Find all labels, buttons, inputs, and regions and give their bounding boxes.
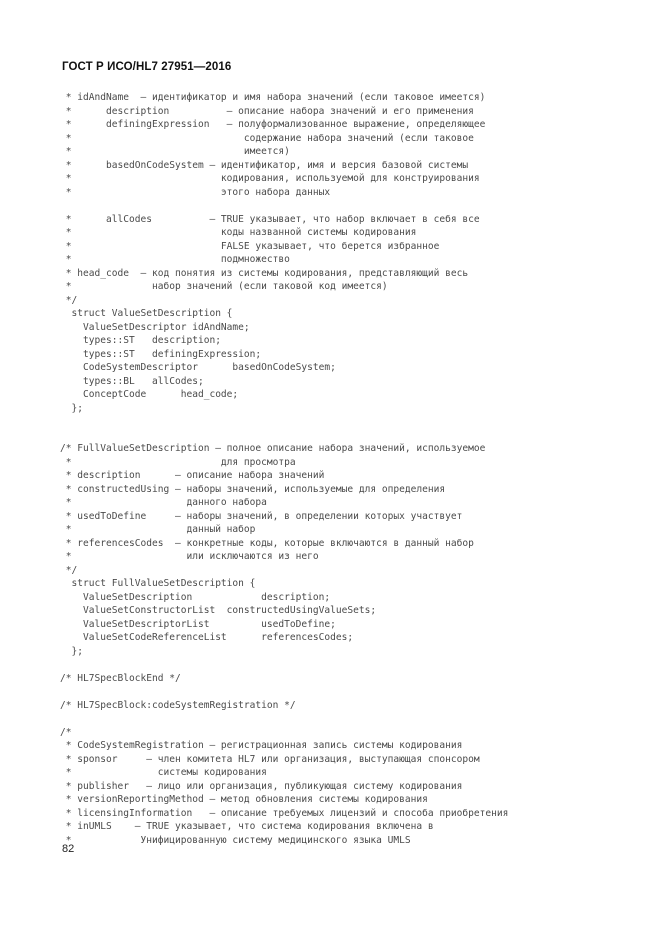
code-line: * publisher — лицо или организация, публикующая систему кодирования bbox=[60, 780, 463, 792]
code-line bbox=[60, 658, 508, 672]
code-line: * description — описание набора значений и его применения bbox=[60, 105, 474, 117]
code-line: ValueSetDescription description; bbox=[60, 591, 331, 603]
code-line: }; bbox=[60, 645, 83, 657]
code-line: * набор значений (если таковой код имеется) bbox=[60, 281, 388, 292]
code-line: struct ValueSetDescription { bbox=[60, 308, 233, 319]
code-line: }; bbox=[60, 402, 83, 414]
code-line bbox=[60, 685, 508, 699]
code-line: * usedToDefine — наборы значений, в определении которых участвует bbox=[60, 510, 463, 522]
code-line: * CodeSystemRegistration — регистрационная запись системы кодирования bbox=[60, 740, 463, 751]
code-line bbox=[60, 712, 508, 726]
code-line bbox=[60, 199, 508, 213]
code-listing bbox=[60, 91, 508, 847]
code-line: * системы кодирования bbox=[60, 767, 267, 778]
code-line bbox=[60, 429, 508, 443]
code-line: types::BL allCodes; bbox=[60, 375, 204, 387]
code-line: * кодирования, используемой для конструирования bbox=[60, 173, 480, 184]
code-line: * содержание набора значений (если таковое bbox=[60, 132, 474, 144]
code-line: * этого набора данных bbox=[60, 186, 331, 198]
page-number: 82 bbox=[62, 843, 75, 855]
code-line: * versionReportingMethod — метод обновления системы кодирования bbox=[60, 794, 428, 805]
code-line: * данный набор bbox=[60, 524, 256, 535]
code-line: * description — описание набора значений bbox=[60, 470, 325, 481]
code-line: * definingExpression — полуформализованное выражение, определяющее bbox=[60, 119, 486, 130]
code-line: * коды названной системы кодирования bbox=[60, 227, 417, 238]
code-line: /* HL7SpecBlock:codeSystemRegistration */ bbox=[60, 699, 296, 711]
code-line: /* FullValueSetDescription — полное описание набора значений, используемое bbox=[60, 443, 486, 454]
code-line: types::ST definingExpression; bbox=[60, 348, 262, 360]
code-line: * данного набора bbox=[60, 497, 267, 508]
code-line: struct FullValueSetDescription { bbox=[60, 578, 256, 589]
document-header: ГОСТ Р ИСО/HL7 27951—2016 bbox=[62, 61, 232, 73]
code-line bbox=[60, 415, 508, 429]
code-line: * или исключаются из него bbox=[60, 551, 319, 562]
code-line: ValueSetDescriptorList usedToDefine; bbox=[60, 618, 336, 630]
code-line: ValueSetCodeReferenceList referencesCodes; bbox=[60, 632, 354, 643]
code-line: * подмножество bbox=[60, 254, 290, 265]
code-line: * для просмотра bbox=[60, 456, 296, 468]
code-line: /* HL7SpecBlockEnd */ bbox=[60, 672, 181, 684]
code-line: ConceptCode head_code; bbox=[60, 389, 239, 400]
code-line: * licensingInformation — описание требуемых лицензий и способа приобретения bbox=[60, 807, 509, 819]
code-line: * FALSE указывает, что берется избранное bbox=[60, 240, 440, 252]
code-line: CodeSystemDescriptor basedOnCodeSystem; bbox=[60, 362, 336, 373]
code-line: * constructedUsing — наборы значений, используемые для определения bbox=[60, 483, 446, 495]
code-line: * idAndName — идентификатор и имя набора значений (если таковое имеется) bbox=[60, 92, 486, 103]
code-line: */ bbox=[60, 564, 78, 576]
code-line: * basedOnCodeSystem — идентификатор, имя и версия базовой системы bbox=[60, 159, 469, 171]
code-line: ValueSetConstructorList constructedUsingValueSets; bbox=[60, 605, 377, 616]
code-line: /* bbox=[60, 726, 72, 738]
code-line: * referencesCodes — конкретные коды, которые включаются в данный набор bbox=[60, 537, 474, 549]
code-line: ValueSetDescriptor idAndName; bbox=[60, 321, 250, 333]
code-line: types::ST description; bbox=[60, 335, 221, 346]
code-line: */ bbox=[60, 294, 78, 306]
code-line: * имеется) bbox=[60, 146, 290, 157]
code-line: * allCodes — TRUE указывает, что набор включает в себя все bbox=[60, 213, 480, 225]
code-line: * head_code — код понятия из системы кодирования, представляющий весь bbox=[60, 267, 469, 279]
code-line: * sponsor — член комитета HL7 или организация, выступающая спонсором bbox=[60, 753, 480, 765]
code-line: * inUMLS — TRUE указывает, что система кодирования включена в bbox=[60, 821, 434, 832]
code-line: * Унифицированную систему медицинского языка UMLS bbox=[60, 834, 411, 846]
